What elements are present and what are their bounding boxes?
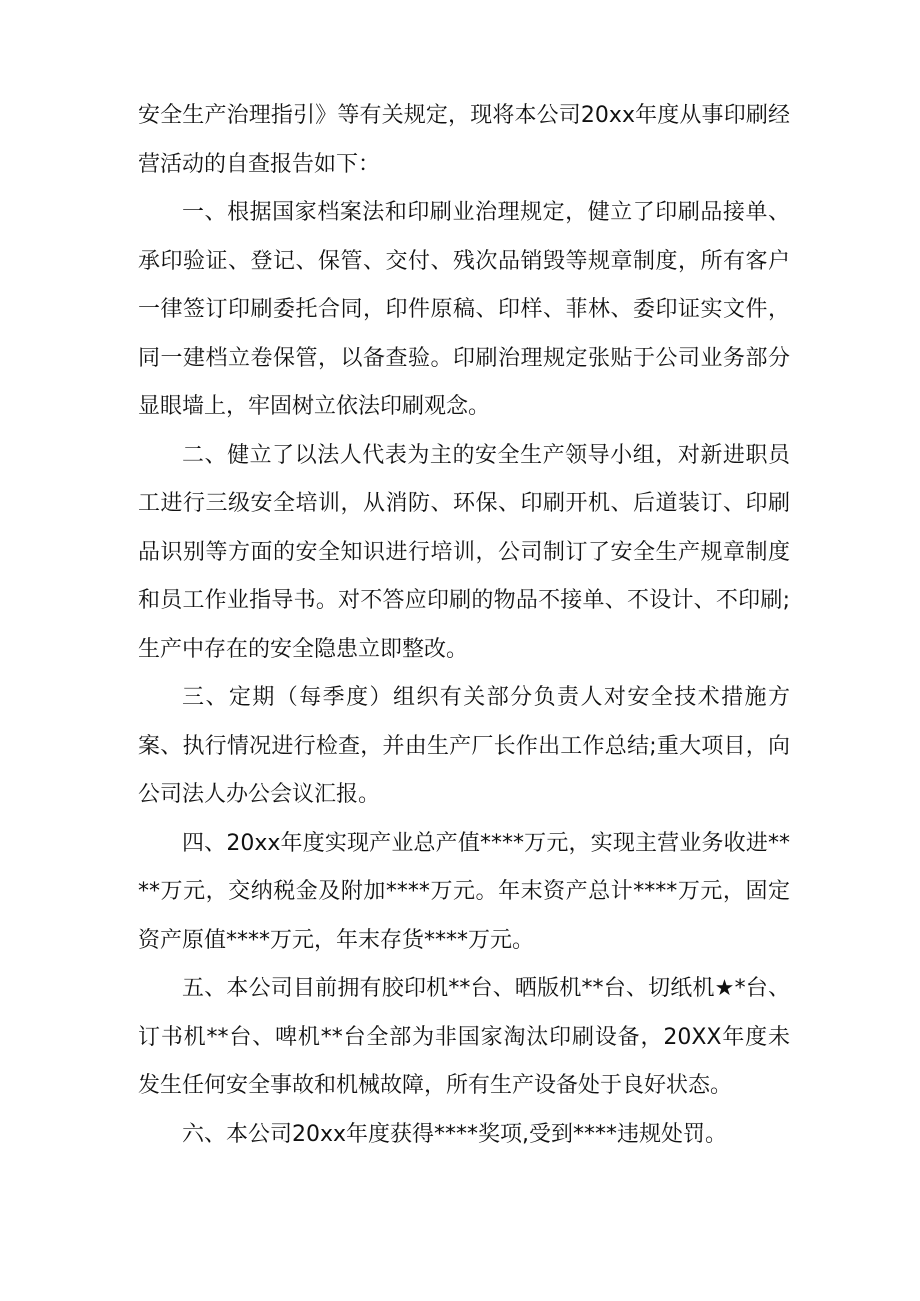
paragraph-item-6: 六、本公司20xx年度获得****奖项,受到****违规处罚。 <box>182 1121 728 1147</box>
document-body <box>138 92 790 1159</box>
paragraph-item-2: 二、健立了以法人代表为主的安全生产领导小组，对新进职员工进行三级安全培训，从消防、环保、印刷开机、后道装订、印刷品识别等方面的安全知识进行培训，公司制订了安全生产规章制度和员工作业指导书。对不答应印刷的物品不接单、不设计、不印刷;生产中存在的安全隐患立即整改。 <box>138 442 790 662</box>
paragraph-item-5: 五、本公司目前拥有胶印机**台、晒版机**台、切纸机★*台、订书机**台、啤机**台全部为非国家淘汰印刷设备，20XX年度未发生任何安全事故和机械故障，所有生产设备处于良好状态。 <box>138 976 790 1098</box>
paragraph-item-4: 四、20xx年度实现产业总产值****万元，实现主营业务收进****万元，交纳税金及附加****万元。年末资产总计****万元，固定资产原值****万元，年末存货****万元。 <box>138 830 790 953</box>
paragraph-intro-continuation: 安全生产治理指引》等有关规定，现将本公司20xx年度从事印刷经营活动的自查报告如下： <box>138 103 790 177</box>
paragraph-item-3: 三、定期（每季度）组织有关部分负责人对安全技术措施方案、执行情况进行检查，并由生产厂长作出工作总结;重大项目，向公司法人办公会议汇报。 <box>138 685 790 807</box>
paragraph-item-1: 一、根据国家档案法和印刷业治理规定，健立了印刷品接单、承印验证、登记、保管、交付、残次品销毁等规章制度，所有客户一律签订印刷委托合同，印件原稿、印样、菲林、委印证实文件，同一建档立卷保管，以备查验。印刷治理规定张贴于公司业务部分显眼墙上，牢固树立依法印刷观念。 <box>138 200 790 419</box>
